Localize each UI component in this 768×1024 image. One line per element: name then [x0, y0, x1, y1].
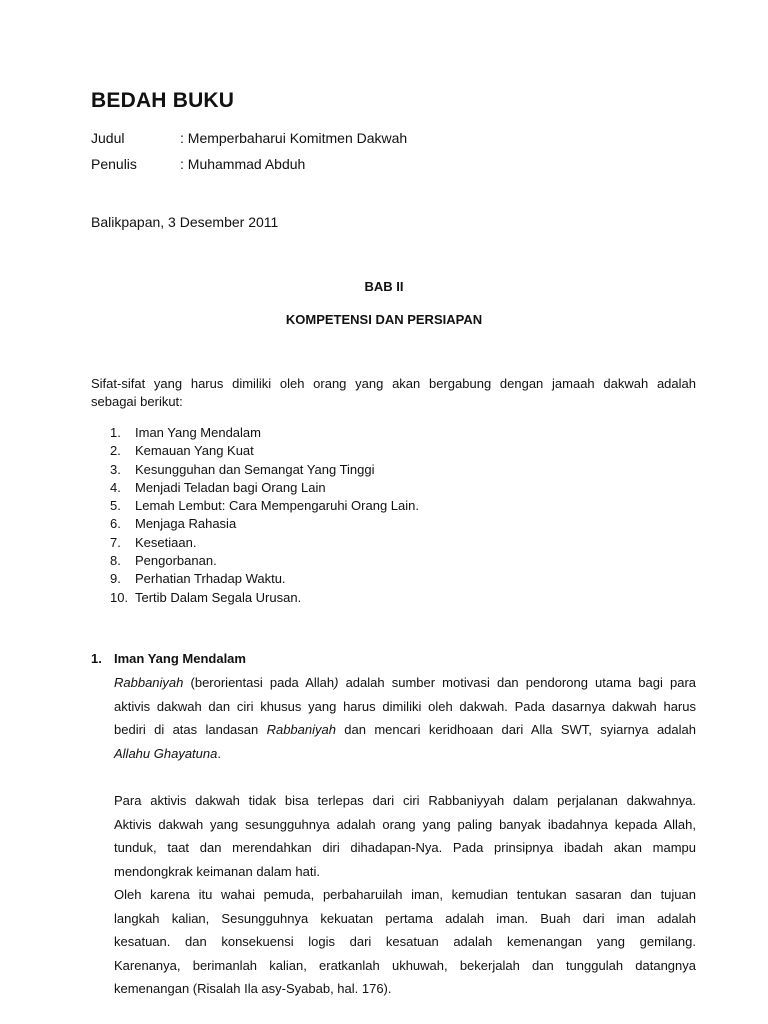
list-item: [110, 424, 419, 442]
judul-row: [91, 130, 407, 146]
chapter-number: BAB II: [364, 279, 404, 294]
qualities-list: [110, 424, 419, 607]
paragraph-line: [114, 718, 696, 742]
list-item: [110, 534, 419, 552]
list-item: [110, 552, 419, 570]
list-item-text: Pengorbanan.: [135, 553, 217, 569]
paragraph-line: Karenanya, berimanlah kalian, eratkanlah ukhuwah, bekerjalah dan tunggulah datangnya: [114, 957, 696, 973]
list-item-number: 1.: [110, 425, 121, 440]
document-date: Balikpapan, 3 Desember 2011: [91, 214, 279, 230]
list-item-number: 2.: [110, 443, 121, 459]
list-item-text: Menjadi Teladan bagi Orang Lain: [135, 479, 326, 495]
text-run: (berorientasi pada Allah: [183, 675, 335, 690]
list-item-number: 3.: [110, 461, 121, 477]
list-item: [110, 589, 419, 607]
section-title: Iman Yang Mendalam: [114, 651, 246, 666]
paragraph-line: tunduk, taat dan merendahkan diri dihadapan-Nya. Pada prinsipnya ibadah akan mampu: [114, 840, 696, 855]
penulis-label: Penulis: [91, 156, 137, 172]
intro-paragraph: [91, 375, 696, 411]
paragraph-line: [114, 742, 696, 766]
list-item: [110, 497, 419, 515]
list-item-text: Kesungguhan dan Semangat Yang Tinggi: [135, 461, 375, 477]
list-item-text: Kesetiaan.: [135, 534, 197, 550]
italic-term: ): [334, 675, 339, 690]
section-paragraph-1: [114, 671, 696, 765]
paragraph-line: aktivis dakwah dan ciri khusus yang harus dimiliki oleh dakwah. Pada dasarnya dakwah harus: [114, 698, 696, 714]
list-item-text: Lemah Lembut: Cara Mempengaruhi Orang Lain.: [135, 498, 419, 514]
section-paragraph-2: [114, 789, 696, 1001]
list-item-text: Kemauan Yang Kuat: [135, 443, 254, 459]
judul-value: : Memperbaharui Komitmen Dakwah: [180, 130, 408, 146]
document-title: BEDAH BUKU: [91, 89, 235, 112]
paragraph-line: kemenangan (Risalah Ila asy-Syabab, hal. 176).: [114, 981, 392, 996]
text-run: dan mencari keridhoaan dari Alla SWT, syiarnya adalah: [335, 722, 696, 737]
intro-line: sebagai berikut:: [91, 394, 183, 409]
text-run: bediri di atas landasan: [114, 722, 267, 737]
list-item-text: Perhatian Trhadap Waktu.: [135, 571, 286, 587]
list-item-number: 4.: [110, 479, 121, 495]
list-item: [110, 442, 419, 460]
list-item-text: Tertib Dalam Segala Urusan.: [135, 589, 302, 605]
list-item-number: 6.: [110, 516, 121, 532]
list-item: [110, 570, 419, 588]
list-item-number: 8.: [110, 553, 121, 569]
paragraph-line: [114, 671, 696, 695]
list-item-number: 5.: [110, 498, 121, 514]
italic-term: Allahu Ghayatuna: [114, 745, 218, 761]
paragraph-line: Oleh karena itu wahai pemuda, perbaharuilah iman, kemudian tentukan sasaran dan tujuan: [114, 887, 696, 902]
text-run: adalah sumber motivasi dan pendorong utama bagi para: [338, 675, 697, 690]
intro-line: Sifat-sifat yang harus dimiliki oleh orang yang akan bergabung dengan jamaah dakwah adalah: [91, 376, 696, 391]
list-item: [110, 515, 419, 533]
list-item-text: Iman Yang Mendalam: [135, 425, 261, 440]
paragraph-line: mendongkrak keimanan dalam hati.: [114, 863, 320, 879]
list-item: [110, 479, 419, 497]
penulis-value: : Muhammad Abduh: [180, 156, 306, 172]
section-number: 1.: [91, 651, 102, 666]
judul-label: Judul: [91, 130, 125, 146]
paragraph-line: kesatuan. dan konsekuensi logis dari kesatuan adalah kemenangan yang gemilang.: [114, 934, 696, 949]
list-item-number: 10.: [110, 589, 129, 605]
list-item-number: 7.: [110, 534, 121, 550]
list-item: [110, 461, 419, 479]
italic-term: Rabbaniyah: [114, 675, 184, 690]
paragraph-line: langkah kalian, Sesungguhnya kekuatan pertama adalah iman. Buah dari iman adalah: [114, 910, 696, 926]
list-item-text: Menjaga Rahasia: [135, 516, 237, 532]
italic-term: Rabbaniyah: [266, 722, 336, 737]
section-heading: [91, 651, 246, 666]
chapter-title: KOMPETENSI DAN PERSIAPAN: [285, 312, 483, 327]
paragraph-line: Para aktivis dakwah tidak bisa terlepas dari ciri Rabbaniyyah dalam perjalanan dakwahnya.: [114, 793, 696, 808]
list-item-number: 9.: [110, 571, 121, 587]
paragraph-line: Aktivis dakwah yang sesungguhnya adalah orang yang paling banyak ibadahnya kepada Allah,: [114, 816, 696, 832]
penulis-row: [91, 156, 305, 172]
text-run: .: [217, 745, 221, 761]
